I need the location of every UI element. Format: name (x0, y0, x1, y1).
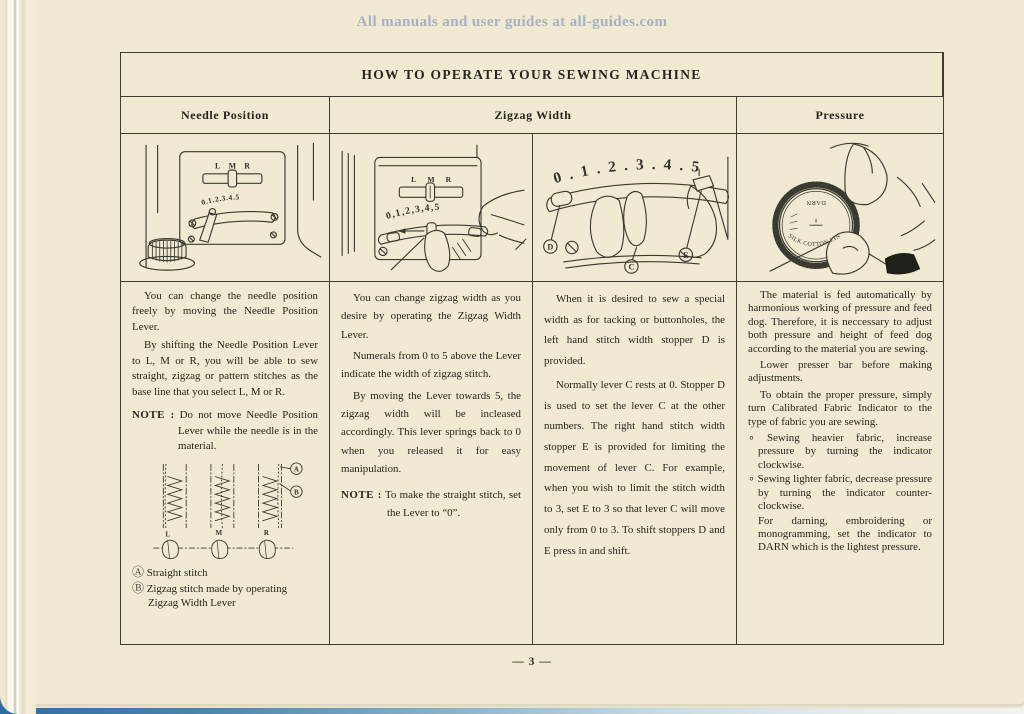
zigzag-stoppers-text (533, 282, 737, 644)
paragraph: You can change zigzag width as you desire by operating the Zigzag Width Lever. (341, 292, 521, 341)
stitch-callout-a: A (293, 465, 299, 474)
dial-text-top: DARN (806, 199, 826, 207)
needle-position-text (121, 282, 330, 644)
leader-a (281, 467, 291, 469)
label-m: M (228, 161, 237, 171)
header-needle-position: Needle Position (121, 97, 330, 134)
watermark-text: All manuals and user guides at all-guides.com (356, 14, 668, 30)
width-scale-label: 0.1.2.3.4.5 (200, 192, 240, 207)
bullet-marker: ∘ (748, 432, 755, 445)
page-number: — 3 — (512, 656, 552, 668)
note-label: NOTE : (132, 409, 175, 422)
thumb (590, 196, 623, 257)
leader-e (687, 191, 701, 247)
machine-edge (711, 157, 727, 239)
stitch-width-stoppers-illustration (533, 134, 737, 282)
note (132, 408, 318, 454)
machine-body-lines (342, 145, 477, 255)
header-zigzag-width: Zigzag Width (330, 97, 737, 134)
paragraph: The material is fed automatically by harmonious working of pressure and feed dog. Therefore, it is neccessary to adjust both pressure and height of feed dog according to the material you are sewing. (748, 289, 932, 355)
forefinger (845, 144, 887, 205)
dial-text-bottom: SILK COTTON LIN (786, 233, 842, 249)
lever-c (624, 192, 647, 246)
bullet-item: ∘ Sewing heavier fabric, increase pressure by turning the indicator clockwise. (748, 432, 932, 471)
stitch-group-r (258, 464, 281, 529)
svg-text:0.1.2.3.4.5 (200, 192, 240, 207)
label-l: L (214, 161, 221, 171)
foot-label-r: R (263, 528, 269, 537)
bullet-marker: ∘ (748, 473, 755, 486)
needle-position-panel-drawing (125, 138, 325, 277)
stitch-samples-drawing (132, 459, 318, 563)
callout-arrow (391, 238, 424, 270)
circled-a: Ⓐ (132, 564, 145, 579)
callout-d: D (547, 242, 554, 252)
callout-e: E (683, 250, 689, 260)
note-text: Do not move Needle Position Lever while the needle is in the material. (178, 409, 318, 453)
lmr-slider-tab (228, 170, 236, 187)
hatch-marks (452, 239, 470, 259)
paragraph: For darning, embroidering or monogramming, set the indicator to DARN which is the lightest pressure. (758, 514, 932, 554)
stoppers-drawing (537, 138, 732, 277)
paragraph: You can change the needle position freely by moving the Needle Position Lever. (132, 290, 318, 333)
width-scale-label: 0,1,2,3,4,5 (384, 201, 441, 222)
leader-c (632, 248, 636, 260)
label-m: M (427, 174, 435, 184)
paragraph: Normally lever C rests at 0. Stopper D is used to set the lever C at the other numbers. The right hand stitch width stopper E is provided for limiting the movement of lever C. For example, when you wish to limit the stitch width to 3, set E to 3 so that lever C will move only from 0 to 3. To shift stoppers D and E press in and shift. (544, 378, 725, 557)
zigzag-lever-hand-drawing (334, 138, 528, 277)
stopper-d (550, 190, 573, 207)
hand-outline (681, 186, 717, 257)
stitch-group-m (211, 464, 234, 529)
pressure-text (737, 282, 943, 644)
foot-label-m: M (215, 528, 223, 537)
legend-straight-stitch: Ⓐ Straight stitch (132, 564, 208, 579)
needle-position-illustration (121, 134, 330, 282)
label-l: L (411, 174, 417, 184)
note-text: To make the straight stitch, set the Lever to “0”. (385, 489, 522, 520)
stitch-callout-b: B (294, 488, 299, 497)
left-stopper (387, 232, 400, 242)
foot-label-l: L (165, 530, 171, 539)
callout-c: C (628, 262, 635, 272)
legend-zigzag-stitch: Ⓑ Zigzag stitch made by operating Zigzag Width Lever (132, 580, 288, 609)
circled-b: Ⓑ (132, 580, 145, 595)
tension-knob (140, 239, 195, 271)
hand-outline (897, 177, 935, 250)
pointing-finger (425, 230, 450, 271)
hand-outline (479, 190, 526, 249)
label-r: R (445, 174, 452, 184)
pressure-illustration (737, 134, 943, 282)
svg-text:0,1,2,3,4,5 (385, 202, 441, 222)
bullet-item: ∘ Sewing lighter fabric, decrease pressure by turning the indicator counter-clockwise. (748, 473, 932, 513)
zigzag-width-illustration (330, 134, 533, 282)
header-pressure: Pressure (737, 97, 943, 134)
paragraph: By shifting the Needle Position Lever to L, M or R, you will be able to sew straight, zigzag or pattern stitches as the base line that you select L, M or R. (132, 339, 318, 398)
how-to-operate-table (120, 52, 944, 645)
paragraph: Numerals from 0 to 5 above the Lever indicate the width of zigzag stitch. (341, 349, 521, 381)
stitch-group-l (163, 464, 186, 529)
svg-text:0 . 1 . 2 . 3 . 4 . 5 (552, 156, 703, 187)
label-r: R (244, 161, 250, 171)
dark-fabric-wedge (885, 253, 920, 275)
width-scale-label: 0 . 1 . 2 . 3 . 4 . 5 (551, 156, 703, 188)
fabric-indicator-dial-drawing (741, 138, 939, 277)
paragraph: Lower presser bar before making adjustments. (748, 359, 932, 385)
presser-feet (162, 540, 275, 559)
zigzag-lever-text (330, 282, 533, 644)
table-title: HOW TO OPERATE YOUR SEWING MACHINE (121, 53, 943, 97)
paragraph: To obtain the proper pressure, simply turn Calibrated Fabric Indicator to the type of fabric you are sewing. (748, 388, 932, 428)
page-stack-edge (0, 0, 36, 714)
paragraph: By moving the Lever towards 5, the zigzag width will be incleased accordingly. This lever springs back to 0 when you released it for easy manipulation. (341, 389, 521, 475)
note (341, 486, 521, 523)
paragraph: When it is desired to sew a special width as for tacking or buttonholes, the left hand stitch width stopper D is provided. (544, 293, 725, 368)
note-label: NOTE : (341, 489, 382, 502)
